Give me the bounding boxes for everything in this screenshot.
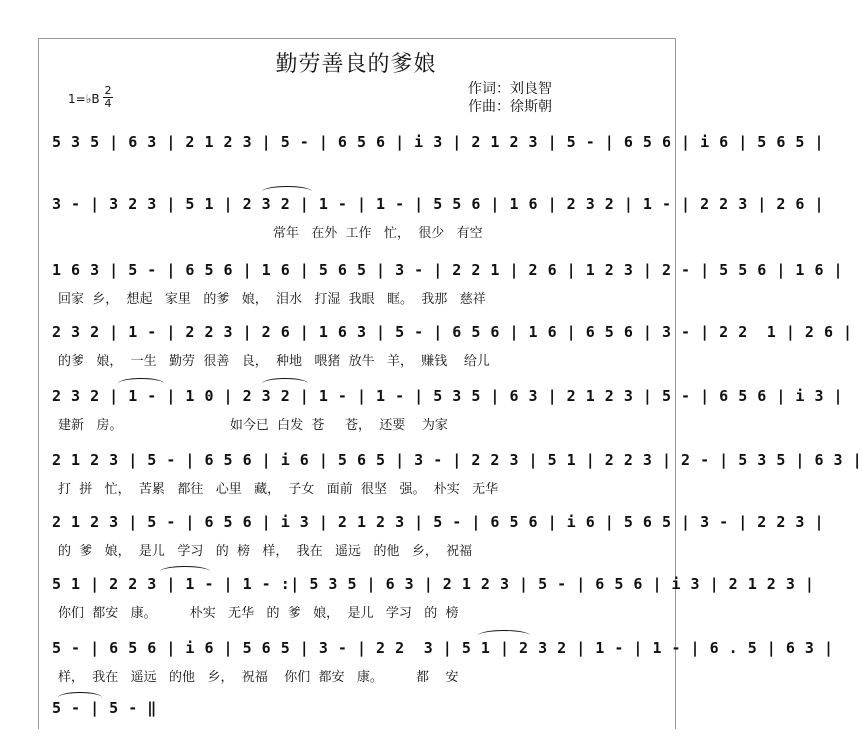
score-system-9 [0,636,834,696]
score-system-8 [0,572,815,632]
lyrics-line: 回家 乡， 想起 家里 的爹 娘， 泪水 打湿 我眼 眶。 我那 慈祥 [58,292,486,307]
tie-slur [118,378,164,389]
notation-line: 5 - | 6 5 6 | i 6 | 5 6 5 | 3 - | 2 2 3 | 5 1 | 2 3 2 | 1 - | 1 - | 6 . 5 | 6 3 | [52,639,834,657]
time-signature-top: 2 [104,84,112,97]
lyrics-line: 建新 房。 如今已 白发 苍 苍， 还要 为家 [58,418,448,433]
notation-line: 1 6 3 | 5 - | 6 5 6 | 1 6 | 5 6 5 | 3 - | 2 2 1 | 2 6 | 1 2 3 | 2 - | 5 5 6 | 1 6 | [52,261,844,279]
time-signature-bottom: 4 [104,97,112,110]
notation-line: 2 3 2 | 1 - | 2 2 3 | 2 6 | 1 6 3 | 5 - | 6 5 6 | 1 6 | 6 5 6 | 3 - | 2 2 1 | 2 6 | [52,323,853,341]
score-system-1 [0,130,824,190]
lyrics-line: 常年 在外 工作 忙， 很少 有空 [58,226,483,241]
time-signature [103,85,113,110]
lyricist-credit: 作词：刘良智 [468,81,552,97]
notation-line: 2 1 2 3 | 5 - | 6 5 6 | i 3 | 2 1 2 3 | 5 - | 6 5 6 | i 6 | 5 6 5 | 3 - | 2 2 3 | [52,513,824,531]
score-system-7 [0,510,824,570]
score-system-10 [0,696,712,756]
key-signature: 1=♭B [68,92,100,106]
lyrics-line: 你们 都安 康。 朴实 无华 的 爹 娘， 是儿 学习 的 榜 [58,606,459,621]
notation-line: 5 - | 5 - ‖ [52,699,157,717]
score-system-4 [0,320,853,380]
score-system-3 [0,258,844,318]
tie-slur [160,566,210,577]
score-system-5 [0,384,844,444]
notation-line: 5 3 5 | 6 3 | 2 1 2 3 | 5 - | 6 5 6 | i 3 | 2 1 2 3 | 5 - | 6 5 6 | i 6 | 5 6 5 | [52,133,824,151]
lyrics-line: 打 拼 忙， 苦累 都往 心里 藏， 子女 面前 很坚 强。 朴实 无华 [58,482,499,497]
tie-slur [58,692,102,703]
tie-slur [262,186,312,197]
score-system-2 [0,192,824,252]
tie-slur [262,378,308,389]
composer-credit: 作曲：徐斯朝 [468,99,552,115]
lyrics-line: 的 爹 娘， 是儿 学习 的 榜 样， 我在 遥远 的他 乡， 祝福 [58,544,473,559]
tie-slur [478,630,530,641]
notation-line: 5 1 | 2 2 3 | 1 - | 1 - :| 5 3 5 | 6 3 | 2 1 2 3 | 5 - | 6 5 6 | i 3 | 2 1 2 3 | [52,575,815,593]
notation-line: 3 - | 3 2 3 | 5 1 | 2 3 2 | 1 - | 1 - | 5 5 6 | 1 6 | 2 3 2 | 1 - | 2 2 3 | 2 6 | [52,195,824,213]
lyrics-line: 样， 我在 遥远 的他 乡， 祝福 你们 都安 康。 都 安 [58,670,459,685]
score-system-6 [0,448,862,508]
song-title: 勤劳善良的爹娘 [275,52,437,77]
notation-line: 2 3 2 | 1 - | 1 0 | 2 3 2 | 1 - | 1 - | 5 3 5 | 6 3 | 2 1 2 3 | 5 - | 6 5 6 | i 3 | [52,387,844,405]
lyrics-line: 的爹 娘， 一生 勤劳 很善 良， 种地 喂猪 放牛 羊， 赚钱 给儿 [58,354,490,369]
notation-line: 2 1 2 3 | 5 - | 6 5 6 | i 6 | 5 6 5 | 3 - | 2 2 3 | 5 1 | 2 2 3 | 2 - | 5 3 5 | 6 3 | [52,451,862,469]
